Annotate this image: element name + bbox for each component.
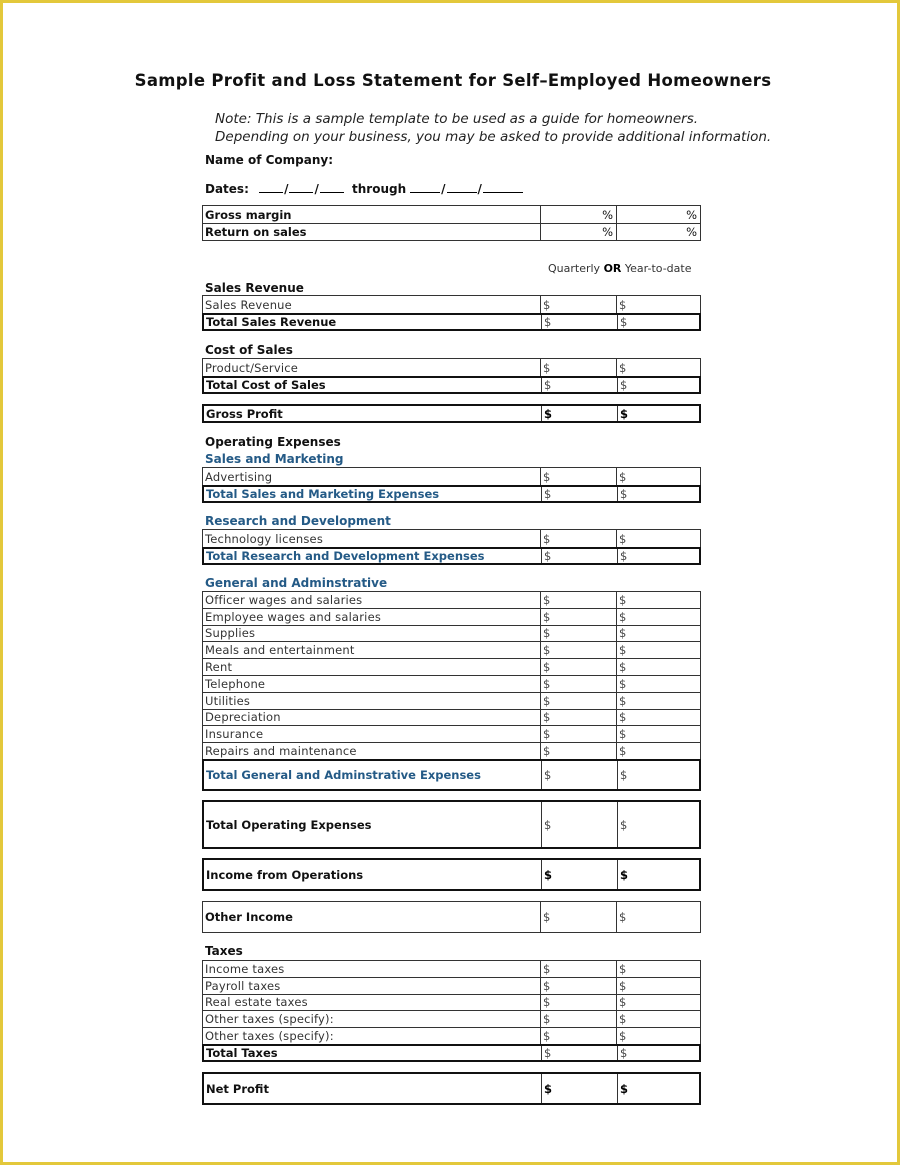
value-cell[interactable]: $ xyxy=(617,315,699,329)
dates-through-label: through xyxy=(352,182,407,196)
value-cell[interactable]: $ xyxy=(617,860,699,889)
company-name-label: Name of Company: xyxy=(205,153,334,167)
value-cell[interactable]: $ xyxy=(540,961,616,977)
value-cell[interactable]: $ xyxy=(617,406,699,421)
table-row xyxy=(202,295,701,313)
row-label: Income from Operations xyxy=(206,867,364,882)
section-sales-revenue: Sales Revenue xyxy=(205,281,304,295)
value-cell[interactable]: $ xyxy=(616,902,700,932)
value-cell[interactable]: $ xyxy=(616,693,700,709)
row-label: Gross Profit xyxy=(206,406,283,421)
row-label: Total Cost of Sales xyxy=(206,378,326,392)
period-header xyxy=(548,262,691,275)
value-cell[interactable]: $ xyxy=(540,978,616,994)
table-row xyxy=(202,725,701,742)
gross-profit-row xyxy=(202,404,701,423)
value-cell[interactable]: $ xyxy=(617,802,699,847)
row-label: Product/Service xyxy=(205,360,299,375)
table-row xyxy=(202,608,701,625)
value-cell[interactable]: $ xyxy=(541,406,617,421)
value-cell[interactable]: $ xyxy=(541,1074,617,1103)
value-cell[interactable]: $ xyxy=(540,626,616,642)
date-slash: / xyxy=(284,182,289,196)
value-cell[interactable]: $ xyxy=(617,1074,699,1103)
total-row xyxy=(202,759,701,791)
value-cell[interactable]: $ xyxy=(617,378,699,392)
table-row xyxy=(202,467,701,485)
value-cell[interactable]: $ xyxy=(540,693,616,709)
other-income-row xyxy=(202,901,701,933)
value-cell[interactable]: % xyxy=(540,206,616,223)
value-cell[interactable]: $ xyxy=(541,487,617,501)
total-operating-expenses-row xyxy=(202,800,701,849)
value-cell[interactable]: $ xyxy=(616,359,700,376)
document-title: Sample Profit and Loss Statement for Self–Employed Homeowners xyxy=(134,71,772,90)
date-from-month-blank[interactable] xyxy=(259,181,283,193)
value-cell[interactable]: $ xyxy=(617,487,699,501)
value-cell[interactable]: $ xyxy=(616,995,700,1011)
value-cell[interactable]: $ xyxy=(541,761,617,789)
table-row xyxy=(202,742,701,759)
table-row xyxy=(202,675,701,692)
total-row xyxy=(202,485,701,503)
value-cell[interactable]: $ xyxy=(540,726,616,742)
value-cell[interactable]: $ xyxy=(540,1011,616,1027)
value-cell[interactable]: $ xyxy=(541,549,617,563)
section-cost-of-sales: Cost of Sales xyxy=(205,343,293,357)
value-cell[interactable]: $ xyxy=(540,676,616,692)
value-cell[interactable]: $ xyxy=(616,296,700,313)
row-label: Technology licenses xyxy=(205,531,324,546)
value-cell[interactable]: $ xyxy=(616,530,700,547)
table-row xyxy=(202,658,701,675)
section-taxes: Taxes xyxy=(205,944,243,958)
value-cell[interactable]: $ xyxy=(616,468,700,485)
value-cell[interactable]: $ xyxy=(541,315,617,329)
value-cell[interactable]: $ xyxy=(616,659,700,675)
row-label: Insurance xyxy=(205,727,264,742)
net-profit-row xyxy=(202,1072,701,1105)
row-label: Other Income xyxy=(205,910,293,924)
table-row xyxy=(202,591,701,608)
row-label: Total General and Adminstrative Expenses xyxy=(206,768,481,782)
row-label: Officer wages and salaries xyxy=(205,592,363,607)
value-cell[interactable]: $ xyxy=(540,296,616,313)
table-row xyxy=(202,641,701,658)
row-label: Utilities xyxy=(205,693,251,708)
value-cell[interactable]: $ xyxy=(540,743,616,759)
value-cell[interactable]: $ xyxy=(616,626,700,642)
quarterly-label: Quarterly xyxy=(548,262,601,275)
table-row xyxy=(202,977,701,994)
date-slash: / xyxy=(314,182,319,196)
total-row xyxy=(202,376,701,394)
date-from-year-blank[interactable] xyxy=(320,181,344,193)
subsection-sales-marketing: Sales and Marketing xyxy=(205,452,344,466)
row-label: Total Sales Revenue xyxy=(206,315,337,329)
row-label: Other taxes (specify): xyxy=(205,1029,334,1044)
value-cell[interactable]: $ xyxy=(616,1011,700,1027)
value-cell[interactable]: $ xyxy=(541,802,617,847)
total-row xyxy=(202,547,701,565)
value-cell[interactable]: $ xyxy=(616,1028,700,1044)
value-cell[interactable]: $ xyxy=(540,995,616,1011)
value-cell[interactable]: $ xyxy=(616,676,700,692)
value-cell[interactable]: $ xyxy=(540,710,616,726)
gross-margin-row xyxy=(202,205,701,223)
value-cell[interactable]: $ xyxy=(541,860,617,889)
table-row xyxy=(202,529,701,547)
table-row xyxy=(202,709,701,726)
value-cell[interactable]: $ xyxy=(540,1028,616,1044)
row-label: Income taxes xyxy=(205,961,285,976)
income-from-operations-row xyxy=(202,858,701,891)
row-label: Meals and entertainment xyxy=(205,643,355,658)
value-cell[interactable]: $ xyxy=(540,359,616,376)
table-row xyxy=(202,358,701,376)
value-cell[interactable]: % xyxy=(616,224,700,240)
value-cell[interactable]: $ xyxy=(616,710,700,726)
date-to-day-blank[interactable] xyxy=(447,181,477,193)
row-label: Real estate taxes xyxy=(205,995,308,1010)
value-cell[interactable]: % xyxy=(540,224,616,240)
value-cell[interactable]: $ xyxy=(617,761,699,789)
row-label: Repairs and maintenance xyxy=(205,744,357,759)
value-cell[interactable]: $ xyxy=(541,378,617,392)
date-to-month-blank[interactable] xyxy=(410,181,440,193)
dates-field xyxy=(205,181,523,196)
value-cell[interactable]: $ xyxy=(540,609,616,625)
value-cell[interactable]: $ xyxy=(616,726,700,742)
table-row xyxy=(202,960,701,977)
date-slash: / xyxy=(441,182,446,196)
date-from-day-blank[interactable] xyxy=(289,181,313,193)
table-row xyxy=(202,1010,701,1027)
value-cell[interactable]: $ xyxy=(540,659,616,675)
row-label: Sales Revenue xyxy=(205,297,292,312)
row-label: Advertising xyxy=(205,469,273,484)
date-slash: / xyxy=(477,182,482,196)
value-cell[interactable]: $ xyxy=(617,1046,699,1060)
row-label: Other taxes (specify): xyxy=(205,1012,334,1027)
total-row xyxy=(202,313,701,331)
table-row xyxy=(202,994,701,1011)
dates-label: Dates: xyxy=(205,182,249,196)
year-to-date-label: Year-to-date xyxy=(624,262,692,275)
value-cell[interactable]: $ xyxy=(616,609,700,625)
row-label: Telephone xyxy=(205,676,266,691)
row-label: Gross margin xyxy=(205,207,292,222)
date-to-year-blank[interactable] xyxy=(483,181,523,193)
value-cell[interactable]: $ xyxy=(540,530,616,547)
section-operating-expenses: Operating Expenses xyxy=(205,435,341,449)
total-row xyxy=(202,1044,701,1062)
return-on-sales-row xyxy=(202,223,701,241)
value-cell[interactable]: $ xyxy=(541,1046,617,1060)
row-label: Supplies xyxy=(205,626,256,641)
row-label: Return on sales xyxy=(205,225,307,239)
value-cell[interactable]: $ xyxy=(540,642,616,658)
row-label: Total Taxes xyxy=(206,1046,278,1060)
or-label: OR xyxy=(603,262,622,275)
value-cell[interactable]: $ xyxy=(616,642,700,658)
row-label: Payroll taxes xyxy=(205,978,281,993)
row-label: Total Operating Expenses xyxy=(206,817,372,832)
value-cell[interactable]: $ xyxy=(616,743,700,759)
row-label: Rent xyxy=(205,660,233,675)
row-label: Total Research and Development Expenses xyxy=(206,549,485,563)
value-cell[interactable]: $ xyxy=(540,902,616,932)
value-cell[interactable]: $ xyxy=(540,468,616,485)
row-label: Total Sales and Marketing Expenses xyxy=(206,487,440,501)
row-label: Employee wages and salaries xyxy=(205,609,382,624)
note-text xyxy=(215,110,771,146)
value-cell[interactable]: $ xyxy=(540,592,616,608)
value-cell[interactable]: $ xyxy=(616,961,700,977)
value-cell[interactable]: % xyxy=(616,206,700,223)
value-cell[interactable]: $ xyxy=(616,978,700,994)
value-cell[interactable]: $ xyxy=(617,549,699,563)
row-label: Net Profit xyxy=(206,1081,269,1096)
subsection-research-development: Research and Development xyxy=(205,514,391,528)
table-row xyxy=(202,692,701,709)
value-cell[interactable]: $ xyxy=(616,592,700,608)
note-line-1: Note: This is a sample template to be used as a guide for homeowners. xyxy=(215,111,699,127)
table-row xyxy=(202,1027,701,1044)
subsection-general-admin: General and Adminstrative xyxy=(205,576,388,590)
note-line-2: Depending on your business, you may be asked to provide additional information. xyxy=(215,129,772,145)
row-label: Depreciation xyxy=(205,710,281,725)
table-row xyxy=(202,625,701,642)
